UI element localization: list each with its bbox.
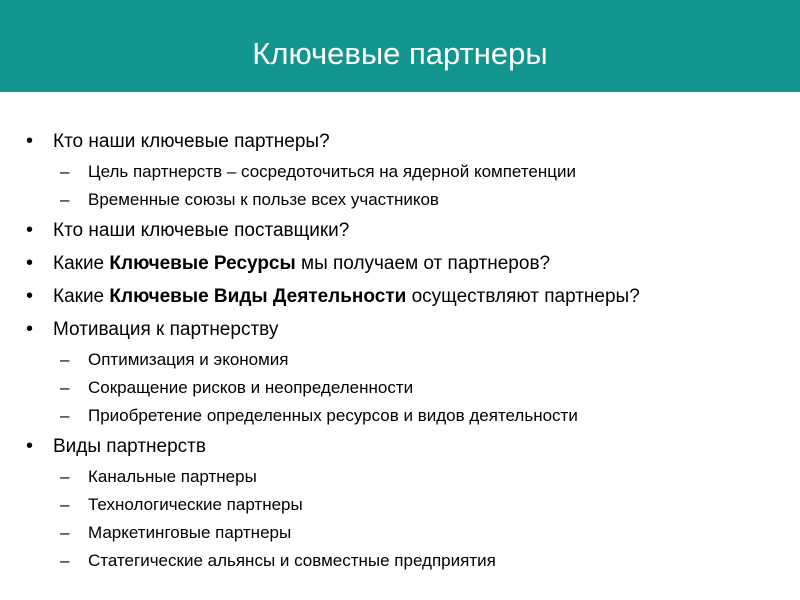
dash-marker: – [60, 495, 70, 514]
sub-bullet-item [0, 158, 800, 186]
sub-bullet-item [0, 519, 800, 547]
bullet-text [53, 247, 550, 280]
bullet-item [0, 430, 800, 463]
sub-bullet-item [0, 374, 800, 402]
bullet-text [53, 280, 640, 313]
sub-bullet-item [0, 547, 800, 575]
bold-term: Ключевые Ресурсы [109, 253, 296, 274]
dash-marker: – [60, 551, 70, 570]
dash-marker: – [60, 350, 70, 369]
sub-bullet-item [0, 186, 800, 214]
text-before: Какие [53, 286, 110, 307]
bullet-marker: • [26, 435, 34, 457]
sub-bullet-text: Технологические партнеры [88, 495, 303, 514]
sub-bullet-text: Приобретение определенных ресурсов и видов деятельности [88, 406, 578, 425]
dash-marker: – [60, 467, 70, 486]
bullet-item [0, 280, 800, 313]
bullet-marker: • [26, 285, 34, 307]
bullet-marker: • [26, 130, 34, 152]
bullet-marker: • [26, 219, 34, 241]
sub-bullet-text: Цель партнерств – сосредоточиться на ядерной компетенции [88, 162, 576, 181]
sub-bullet-text: Сокращение рисков и неопределенности [88, 378, 414, 397]
sub-bullet-text: Маркетинговые партнеры [88, 523, 292, 542]
slide-title: Ключевые партнеры [252, 36, 548, 71]
bullet-marker: • [26, 318, 34, 340]
dash-marker: – [60, 523, 70, 542]
sub-bullet-item [0, 491, 800, 519]
sub-bullet-text: Статегические альянсы и совместные предприятия [88, 551, 496, 570]
bullet-item [0, 214, 800, 247]
dash-marker: – [60, 406, 70, 425]
bullet-item [0, 125, 800, 158]
bullet-item [0, 247, 800, 280]
title-bar [0, 0, 800, 92]
sub-bullet-item [0, 463, 800, 491]
bold-term: Ключевые Виды Деятельности [109, 286, 407, 307]
sub-bullet-item [0, 402, 800, 430]
bullet-text: Кто наши ключевые поставщики? [53, 220, 350, 241]
bullet-item [0, 313, 800, 346]
text-after: осуществляют партнеры? [406, 286, 640, 307]
dash-marker: – [60, 190, 70, 209]
bullet-list [0, 125, 800, 575]
sub-bullet-text: Оптимизация и экономия [88, 350, 289, 369]
dash-marker: – [60, 378, 70, 397]
bullet-text: Мотивация к партнерству [53, 319, 279, 340]
text-after: мы получаем от партнеров? [295, 253, 551, 274]
bullet-marker: • [26, 252, 34, 274]
sub-bullet-text: Канальные партнеры [88, 467, 257, 486]
sub-bullet-item [0, 346, 800, 374]
dash-marker: – [60, 162, 70, 181]
bullet-text: Кто наши ключевые партнеры? [53, 131, 330, 152]
bullet-text: Виды партнерств [53, 436, 206, 457]
text-before: Какие [53, 253, 110, 274]
sub-bullet-text: Временные союзы к пользе всех участников [88, 190, 439, 209]
